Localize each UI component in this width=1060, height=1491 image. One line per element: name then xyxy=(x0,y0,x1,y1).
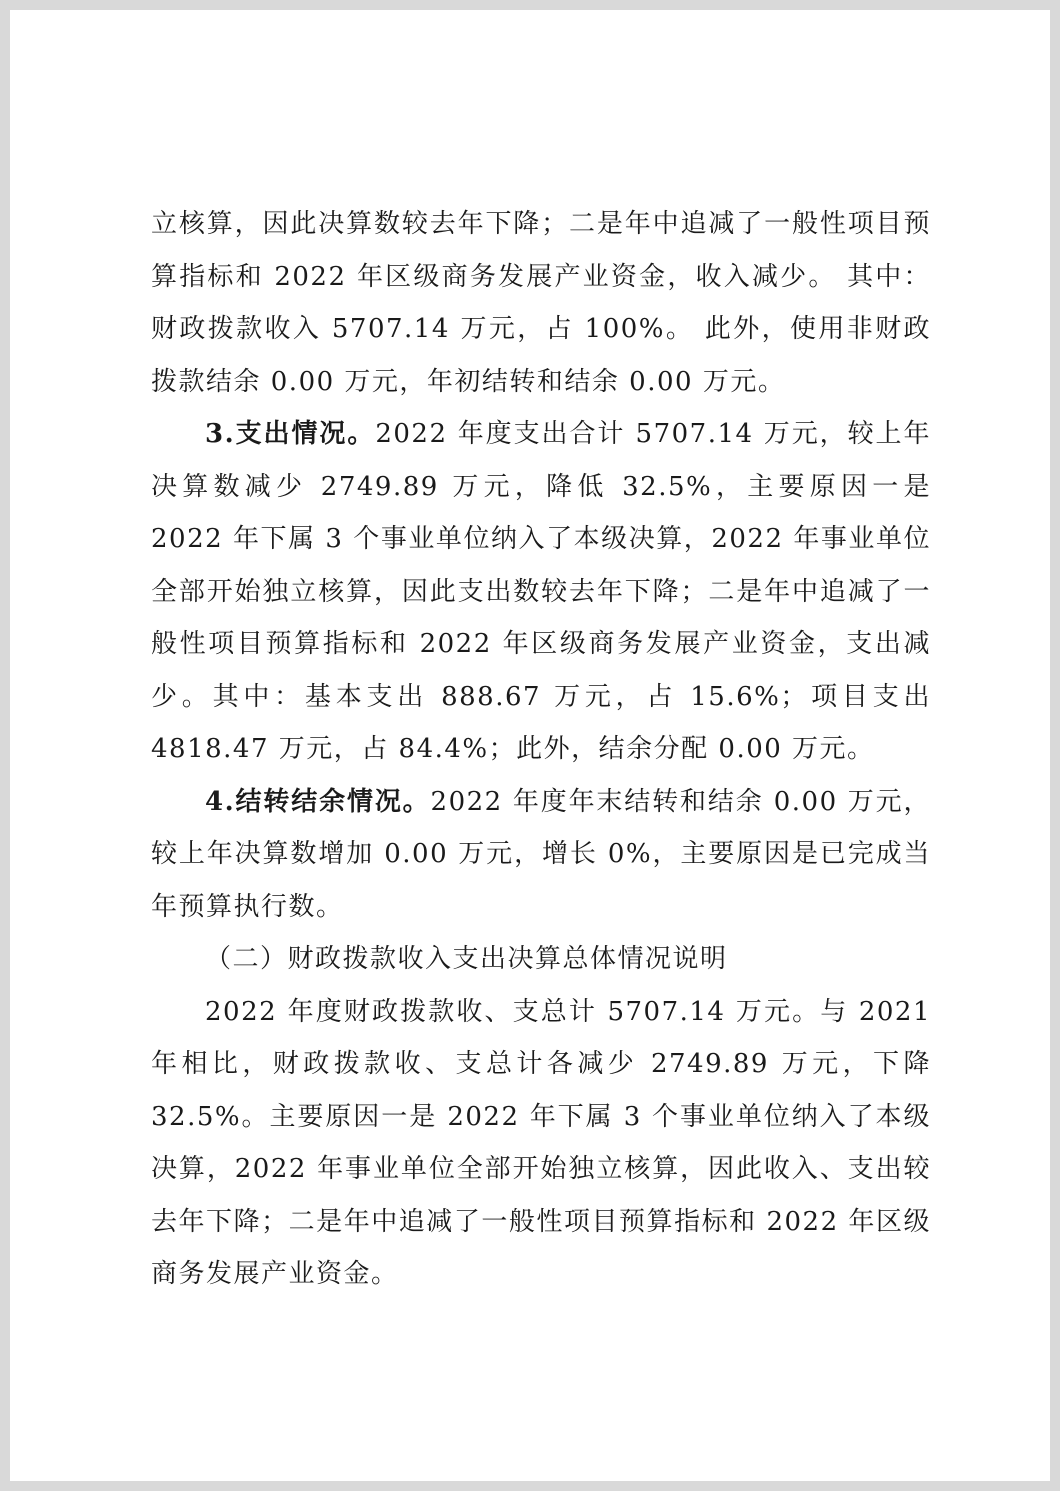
text-carryover: 2022 年度年末结转和结余 0.00 万元，较上年决算数增加 0.00 万元，增长 0%，主要原因是已完成当年预算执行数。 xyxy=(151,786,931,922)
heading-expenditure: 3.支出情况。 xyxy=(205,419,376,449)
paragraph-expenditure xyxy=(151,408,931,776)
heading-carryover: 4.结转结余情况。 xyxy=(205,786,431,817)
section-subtitle: （二）财政拨款收入支出决算总体情况说明 xyxy=(205,944,728,974)
document-page xyxy=(10,10,1050,1481)
paragraph-income-continued: 立核算，因此决算数较去年下降；二是年中追减了一般性项目预算指标和 2022 年区级商务发展产业资金，收入减少。 其中：财政拨款收入 5707.14 万元，占 100%。 此外，使用非财政拨款结余 0.00 万元，年初结转和结余 0.00 万元。 xyxy=(151,209,931,397)
paragraph-carryover xyxy=(151,776,931,934)
document-body xyxy=(151,198,931,1301)
text-expenditure: 2022 年度支出合计 5707.14 万元，较上年决算数减少 2749.89 万元，降低 32.5%，主要原因一是 2022 年下属 3 个事业单位纳入了本级决算，2022 年事业单位全部开始独立核算，因此支出数较去年下降；二是年中追减了一般性项目预算指标和 2022 年区级商务发展产业资金，支出减少。其中：基本支出 888.67 万元，占 15.6%；项目支出 4818.47 万元，占 84.4%；此外，结余分配 0.00 万元。 xyxy=(151,419,931,764)
paragraph-fiscal-summary: 2022 年度财政拨款收、支总计 5707.14 万元。与 2021 年相比，财政拨款收、支总计各减少 2749.89 万元，下降 32.5%。主要原因一是 2022 年下属 3 个事业单位纳入了本级决算，2022 年事业单位全部开始独立核算，因此收入、支出较去年下降；二是年中追减了一般性项目预算指标和 2022 年区级商务发展产业资金。 xyxy=(151,996,931,1289)
